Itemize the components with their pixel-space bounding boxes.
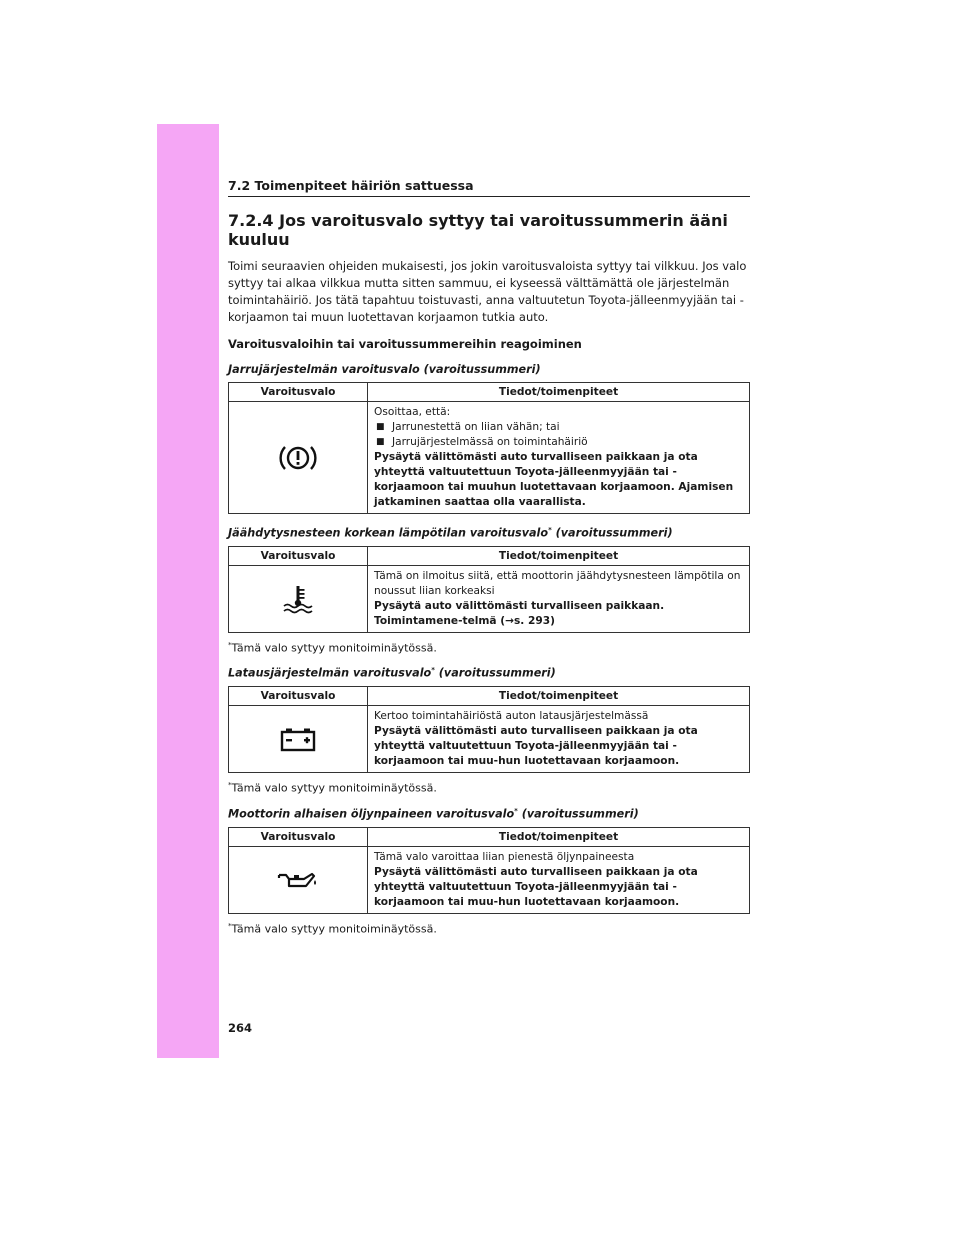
col-header-light: Varoitusvalo <box>229 827 368 846</box>
footnote: *Tämä valo syttyy monitoiminäytössä. <box>228 640 437 655</box>
footnote: *Tämä valo syttyy monitoiminäytössä. <box>228 781 437 795</box>
action-text: Pysäytä välittömästi auto turvalliseen paikkaan ja ota yhteyttä valtuutettuun Toyota-jälleenmyyjään tai -korjaamoon tai muuhun luotettavaan korjaamoon. Ajamisen jatkaminen saattaa olla vaarallista. <box>374 451 734 508</box>
col-header-info: Tiedot/toimenpiteet <box>368 546 750 565</box>
table-row <box>229 706 750 773</box>
list-item: ■ Jarrujärjestelmässä on toimintahäiriö <box>374 435 743 450</box>
table-row <box>229 565 750 632</box>
coolant-temperature-icon <box>281 584 315 614</box>
col-header-light: Varoitusvalo <box>229 546 368 565</box>
col-header-light: Varoitusvalo <box>229 687 368 706</box>
table-caption-brake: Jarrujärjestelmän varoitusvalo (varoitussummeri) <box>228 363 541 376</box>
table-charging <box>228 686 750 773</box>
footnote: *Tämä valo syttyy monitoiminäytössä. <box>228 921 437 936</box>
subheading: Varoitusvaloihin tai varoitussummereihin reagoiminen <box>228 337 582 351</box>
col-header-info: Tiedot/toimenpiteet <box>368 383 750 402</box>
table-caption-oil: Moottorin alhaisen öljynpaineen varoitusvalo* (varoitussummeri) <box>228 806 639 821</box>
table-row <box>229 846 750 913</box>
page-title: 7.2.4 Jos varoitusvalo syttyy tai varoitussummerin ääni kuuluu <box>228 211 728 249</box>
battery-charging-icon <box>279 726 317 752</box>
action-text: Pysäytä välittömästi auto turvalliseen paikkaan ja ota yhteyttä valtuutettuun Toyota-jälleenmyyjään tai -korjaamoon tai muu-hun luotettavaan korjaamoon. <box>374 725 698 768</box>
oil-pressure-icon <box>276 868 320 892</box>
page-number: 264 <box>228 1021 253 1035</box>
action-text: Pysäytä auto välittömästi turvalliseen paikkaan. Toimintamene-telmä (→s. 293) <box>374 599 665 627</box>
chapter-tab <box>157 124 219 1058</box>
table-oil <box>228 827 750 914</box>
table-coolant <box>228 546 750 633</box>
col-header-light: Varoitusvalo <box>229 383 368 402</box>
info-text: Tämä valo varoittaa liian pienestä öljynpaineesta <box>374 850 635 863</box>
action-text: Pysäytä välittömästi auto turvalliseen paikkaan ja ota yhteyttä valtuutettuun Toyota-jälleenmyyjään tai -korjaamoon tai muu-hun luotettavaan korjaamoon. <box>374 865 698 908</box>
info-text: Osoittaa, että: <box>374 406 451 418</box>
info-text: Tämä on ilmoitus siitä, että moottorin jäähdytysnesteen lämpötila on noussut liian korkeaksi <box>374 569 741 597</box>
list-item: ■ Jarrunestettä on liian vähän; tai <box>374 420 743 435</box>
table-caption-coolant: Jäähdytysnesteen korkean lämpötilan varoitusvalo* (varoitussummeri) <box>228 526 673 540</box>
page-content <box>228 178 750 935</box>
brake-warning-icon <box>278 441 318 475</box>
table-caption-charging: Latausjärjestelmän varoitusvalo* (varoitussummeri) <box>228 666 556 681</box>
info-text: Kertoo toimintahäiriöstä auton latausjärjestelmässä <box>374 710 649 723</box>
section-header: 7.2 Toimenpiteet häiriön sattuessa <box>228 178 750 197</box>
intro-paragraph: Toimi seuraavien ohjeiden mukaisesti, jos jokin varoitusvaloista syttyy tai vilkkuu. Jos valo syttyy tai alkaa vilkkua mutta sitten sammuu, ei kyseessä välttämättä ole järjestelmän toimintahäiriö. Jos tätä tapahtuu toistuvasti, anna valtuutetun Toyota-jälleenmyyjään tai -korjaamon tai muun luotettavan korjaamon tutkia auto. <box>228 259 747 324</box>
table-row <box>229 402 750 514</box>
col-header-info: Tiedot/toimenpiteet <box>368 827 750 846</box>
table-brake <box>228 382 750 514</box>
col-header-info: Tiedot/toimenpiteet <box>368 687 750 706</box>
